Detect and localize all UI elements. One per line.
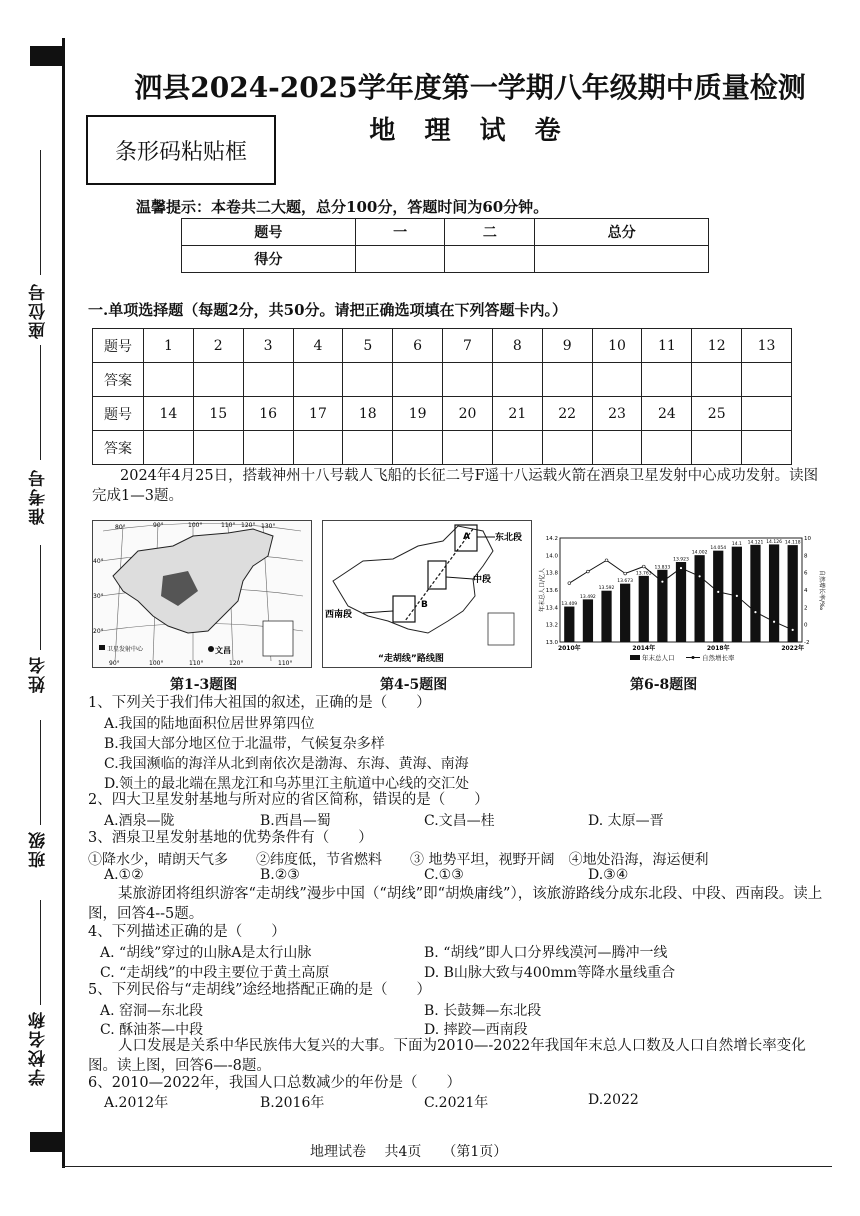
growth-rate-point (754, 611, 757, 614)
growth-rate-point (587, 570, 590, 573)
ytick-right-label: 8 (804, 553, 808, 560)
legend-line: 自然增长率 (702, 654, 735, 662)
q2-option-b[interactable]: B.西昌—蜀 (260, 813, 331, 829)
legend-bar: 年末总人口 (642, 654, 675, 662)
bar-population (564, 607, 574, 642)
bar-data-label: 14.118 (784, 540, 801, 546)
binding-line (62, 38, 65, 1168)
bar-data-label: 13.833 (654, 565, 671, 571)
ylabel-right: 自然增长率/‰ (818, 569, 825, 611)
answer-card-table (92, 328, 792, 465)
intro-q1-3: 2024年4月25日，搭载神州十八号载人飞船的长征二号F遥十八运载火箭在酒泉卫星发射中心成功发射。读图完成1—3题。 (92, 468, 819, 504)
caption-fig3: 第6-8题图 (630, 677, 698, 693)
q-number: 13 (742, 329, 792, 363)
growth-rate-point (773, 620, 776, 623)
q3-option-a[interactable]: A.①② (104, 867, 144, 883)
answer-cell[interactable] (443, 431, 493, 465)
bar-population (676, 562, 686, 642)
answer-cell[interactable] (193, 363, 243, 397)
lon-tick: 100° (149, 660, 164, 667)
q-number: 1 (144, 329, 194, 363)
bar-population (620, 584, 630, 642)
answer-label-q: 题号 (93, 397, 144, 431)
q-number: 11 (642, 329, 692, 363)
lon-tick: 130° (261, 523, 276, 530)
bar-data-label: 13.492 (580, 594, 596, 600)
seat-label: 座位号 (29, 282, 49, 339)
answer-label-q: 题号 (93, 329, 144, 363)
q6-option-b[interactable]: B.2016年 (260, 1095, 325, 1111)
xtick-label: 2014年 (632, 645, 656, 652)
q-number: 9 (542, 329, 592, 363)
q4-option-c[interactable]: C. “走胡线”的中段主要位于黄土高原 (100, 965, 330, 981)
map2-caption: “走胡线”路线图 (378, 654, 444, 664)
answer-cell[interactable] (144, 363, 194, 397)
answer-cell[interactable] (542, 431, 592, 465)
answer-label-a: 答案 (93, 363, 144, 397)
q-number: 4 (293, 329, 343, 363)
q-number: 8 (492, 329, 542, 363)
score-row-label: 得分 (182, 246, 356, 273)
ytick-right-label: -2 (804, 640, 810, 646)
bar-data-label: 14.126 (766, 539, 782, 545)
q2-option-c[interactable]: C.文昌—桂 (424, 813, 495, 829)
answer-cell[interactable] (492, 431, 542, 465)
figure-population-chart (538, 534, 826, 662)
answer-label-a: 答案 (93, 431, 144, 465)
answer-cell[interactable] (393, 363, 443, 397)
lon-tick: 110° (189, 660, 204, 667)
q1-option-b[interactable]: B.我国大部分地区位于北温带，气候复杂多样 (104, 736, 385, 752)
q1-option-d[interactable]: D.领土的最北端在黑龙江和乌苏里江主航道中心线的交汇处 (104, 776, 470, 792)
bar-data-label: 13.592 (598, 586, 615, 592)
bar-data-label: 13.923 (673, 557, 689, 563)
q-number: 20 (443, 397, 493, 431)
growth-rate-point (717, 591, 720, 594)
answer-cell[interactable] (193, 431, 243, 465)
margin-block-top (30, 46, 64, 66)
ytick-right-label: 2 (804, 605, 808, 612)
q-number: 3 (243, 329, 293, 363)
q-number: 19 (393, 397, 443, 431)
q3-items: ①降水少，晴朗天气多 ②纬度低，节省燃料 ③ 地势平坦，视野开阔 ④地处沿海，海运便利 (88, 852, 709, 868)
caption-fig2: 第4-5题图 (380, 677, 448, 693)
ytick-left-label: 14.2 (545, 536, 558, 542)
page-footer: 地理试卷 共4页 （第1页） (310, 1144, 508, 1160)
answer-cell[interactable] (243, 431, 293, 465)
answer-cell[interactable] (692, 363, 742, 397)
q-number: 21 (492, 397, 542, 431)
caption-fig1: 第1-3题图 (170, 677, 238, 693)
answer-cell[interactable] (393, 431, 443, 465)
lon-tick: 120° (241, 522, 256, 529)
q-number: 15 (193, 397, 243, 431)
barcode-box: 条形码粘贴框 (86, 115, 276, 185)
answer-cell[interactable] (742, 363, 792, 397)
ytick-right-label: 4 (804, 588, 808, 594)
q-number: 14 (144, 397, 194, 431)
bar-population (583, 599, 593, 642)
lon-tick: 80° (115, 524, 126, 531)
score-cell[interactable] (445, 246, 535, 273)
q2-option-a[interactable]: A.酒泉—陇 (104, 813, 175, 829)
q-number-empty (742, 397, 792, 431)
map1-legend: 卫星发射中心 (107, 646, 144, 653)
answer-cell[interactable] (343, 431, 393, 465)
bar-population (639, 576, 649, 642)
exam-title: 泗县2024-2025学年度第一学期八年级期中质量检测 (134, 71, 806, 104)
growth-rate-point (680, 567, 683, 570)
q6-option-c[interactable]: C.2021年 (424, 1095, 489, 1111)
growth-rate-point (642, 565, 645, 568)
growth-rate-point (605, 559, 608, 562)
lat-tick: 20° (93, 628, 104, 635)
figure-map-hu-line (322, 520, 532, 668)
lat-tick: 40° (93, 558, 104, 565)
ytick-right-label: 10 (804, 536, 811, 542)
q5-option-b[interactable]: B. 长鼓舞—东北段 (424, 1003, 542, 1019)
growth-rate-point (661, 580, 664, 583)
school-label: 学校名称 (29, 1010, 49, 1086)
bar-data-label: 13.409 (561, 602, 578, 608)
lon-tick: 110° (221, 522, 236, 529)
bar-data-label: 14.121 (747, 540, 764, 546)
exam-subtitle: 地 理 试 卷 (369, 116, 571, 146)
growth-rate-point (735, 594, 738, 597)
growth-rate-point (568, 582, 571, 585)
answer-cell[interactable] (592, 431, 642, 465)
q-number: 16 (243, 397, 293, 431)
q4-option-a[interactable]: A. “胡线”穿过的山脉A是太行山脉 (100, 945, 312, 961)
bar-data-label: 14.002 (691, 550, 708, 556)
margin-block-bottom (30, 1132, 64, 1152)
q-number: 18 (343, 397, 393, 431)
q1-option-a[interactable]: A.我国的陆地面积位居世界第四位 (104, 716, 315, 732)
q1-stem: 1、下列关于我们伟大祖国的叙述，正确的是（ ） (88, 695, 431, 711)
lon-tick: 100° (188, 522, 203, 529)
answer-cell[interactable] (692, 431, 742, 465)
growth-rate-point (698, 575, 701, 578)
score-header-1: 一 (355, 219, 445, 246)
q3-option-b[interactable]: B.②③ (260, 867, 300, 883)
q6-option-a[interactable]: A.2012年 (104, 1095, 169, 1111)
q-number: 2 (193, 329, 243, 363)
exam-tip: 温馨提示：本卷共二大题，总分100分，答题时间为60分钟。 (136, 198, 549, 216)
lon-tick: 120° (229, 660, 244, 667)
footer-line (62, 1166, 832, 1167)
ytick-left-label: 13.8 (545, 570, 558, 577)
china-outline (333, 526, 493, 633)
map2-southwest: 西南段 (325, 610, 353, 620)
answer-cell[interactable] (742, 431, 792, 465)
map2-middle: 中段 (473, 575, 492, 585)
exam-no-label: 准考号 (29, 468, 49, 525)
answer-cell[interactable] (642, 431, 692, 465)
answer-cell[interactable] (542, 363, 592, 397)
score-header-total: 总分 (535, 219, 709, 246)
q6-stem: 6、2010—2022年，我国人口总数减少的年份是（ ） (88, 1075, 462, 1091)
bar-data-label: 13.763 (635, 571, 652, 577)
q-number: 7 (443, 329, 493, 363)
q-number: 17 (293, 397, 343, 431)
xtick-label: 2018年 (706, 645, 730, 652)
xtick-label: 2010年 (557, 645, 581, 652)
ytick-left-label: 13.6 (545, 588, 558, 594)
bar-data-label: 13.673 (617, 579, 634, 585)
intro-q4-5: 某旅游团将组织游客“走胡线”漫步中国（“胡线”即“胡焕庸线”），该旅游路线分成东北段、中段、西南段。读上图，回答4--5题。 (88, 886, 823, 922)
q3-stem: 3、酒泉卫星发射基地的优势条件有（ ） (88, 830, 373, 846)
bar-population (601, 591, 611, 642)
q1-option-c[interactable]: C.我国濒临的海洋从北到南依次是渤海、东海、黄海、南海 (104, 756, 469, 772)
q4-stem: 4、下列描述正确的是（ ） (88, 924, 286, 940)
bar-population (694, 555, 704, 642)
answer-cell[interactable] (293, 363, 343, 397)
ytick-left-label: 13.2 (545, 622, 558, 629)
lon-tick: 90° (109, 660, 120, 667)
q-number: 25 (692, 397, 742, 431)
q4-option-d[interactable]: D. B山脉大致与400mm等降水量线重合 (424, 965, 676, 981)
bar-population (750, 545, 760, 642)
score-header-no: 题号 (182, 219, 356, 246)
answer-cell[interactable] (592, 363, 642, 397)
q-number: 22 (542, 397, 592, 431)
q-number: 6 (393, 329, 443, 363)
q5-stem: 5、下列民俗与“走胡线”途经地搭配正确的是（ ） (88, 982, 432, 998)
bar-data-label: 14.054 (710, 546, 727, 552)
q2-stem: 2、四大卫星发射基地与所对应的省区简称，错误的是（ ） (88, 792, 489, 808)
xtick-label: 2022年 (781, 645, 805, 652)
ytick-left-label: 13.4 (545, 605, 558, 612)
bar-population (788, 545, 798, 642)
growth-rate-point (791, 628, 794, 631)
ytick-right-label: 0 (804, 622, 808, 629)
class-line (40, 720, 41, 825)
q-number: 24 (642, 397, 692, 431)
score-header-2: 二 (445, 219, 535, 246)
q-number: 12 (692, 329, 742, 363)
intro-q6-8: 人口发展是关系中华民族伟大复兴的大事。下面为2010—-2022年我国年末总人口数及人口自然增长率变化图。读上图，回答6—-8题。 (88, 1038, 806, 1074)
map2-label-a: A (463, 532, 470, 542)
bar-population (769, 544, 779, 642)
q-number: 23 (592, 397, 642, 431)
bar-population (713, 551, 723, 642)
q5-option-d[interactable]: D. 摔跤—西南段 (424, 1022, 528, 1038)
bar-data-label: 14.1 (731, 542, 742, 548)
section1-heading: 一.单项选择题（每题2分，共50分。请把正确选项填在下列答题卡内。） (88, 301, 568, 319)
answer-cell[interactable] (293, 431, 343, 465)
ytick-right-label: 6 (804, 570, 808, 577)
q5-option-a[interactable]: A. 窑洞—东北段 (100, 1003, 204, 1019)
q2-option-d[interactable]: D. 太原—晋 (588, 813, 664, 829)
q4-option-b[interactable]: B. “胡线”即人口分界线漠河—腾冲一线 (424, 945, 668, 961)
seat-line (40, 150, 41, 275)
answer-cell[interactable] (492, 363, 542, 397)
answer-cell[interactable] (144, 431, 194, 465)
score-table (181, 218, 709, 273)
q3-option-d[interactable]: D.③④ (588, 867, 629, 883)
class-label: 班级 (29, 830, 49, 868)
map2-label-b: B (421, 600, 428, 610)
ytick-left-label: 14.0 (545, 553, 558, 560)
lon-tick: 90° (153, 522, 164, 529)
name-line (40, 545, 41, 650)
lat-tick: 30° (93, 593, 104, 600)
q5-option-c[interactable]: C. 酥油茶—中段 (100, 1022, 204, 1038)
map1-city-wenchang: 文昌 (215, 646, 231, 655)
lon-tick: 110° (278, 660, 293, 667)
growth-rate-point (624, 572, 627, 575)
exam-no-line (40, 345, 41, 460)
map2-northeast: 东北段 (495, 533, 523, 543)
q3-option-c[interactable]: C.①③ (424, 867, 464, 883)
answer-cell[interactable] (642, 363, 692, 397)
score-cell[interactable] (355, 246, 445, 273)
q-number: 5 (343, 329, 393, 363)
ylabel-left: 年末总人口/亿人 (539, 567, 546, 613)
q6-option-d[interactable]: D.2022 (588, 1092, 639, 1108)
figure-map-launch-centers (92, 520, 312, 668)
answer-cell[interactable] (343, 363, 393, 397)
answer-cell[interactable] (443, 363, 493, 397)
q-number: 10 (592, 329, 642, 363)
answer-cell[interactable] (243, 363, 293, 397)
score-cell[interactable] (535, 246, 709, 273)
school-line (40, 900, 41, 1005)
name-label: 姓名 (29, 655, 49, 693)
ytick-left-label: 13.0 (545, 640, 558, 646)
